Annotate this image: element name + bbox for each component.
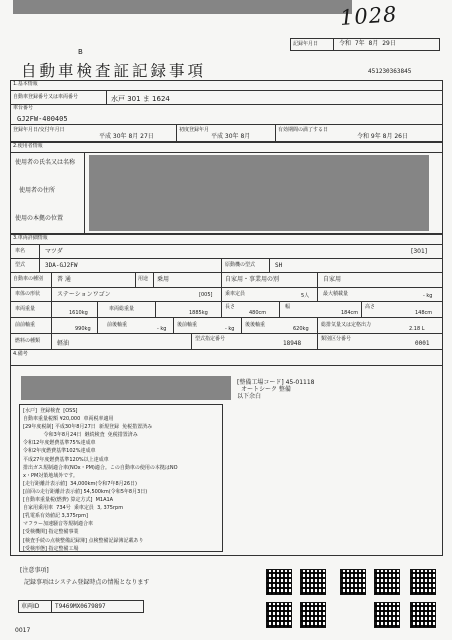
remark-line: [走行距離計表示値] 34,000km(令和7年8月26日) (23, 480, 137, 487)
record-date-box (290, 38, 440, 51)
user-info-frame (10, 142, 443, 234)
b-mark: B (78, 48, 83, 56)
kind-label: 自動車の種別 (13, 276, 44, 282)
biz-value: 自家用 (323, 276, 342, 283)
engine-value: SH (275, 262, 283, 269)
qr-code-7 (300, 602, 326, 628)
vehicle-id-box (18, 600, 144, 613)
weight-label: 車両重量 (15, 306, 36, 312)
qr-code-9 (410, 602, 436, 628)
user-base-label: 使用の本拠の位置 (15, 215, 64, 222)
redaction-user-info (89, 155, 429, 231)
model-label: 型式 (15, 262, 26, 268)
max-load-value: - kg (423, 293, 433, 299)
engine-label: 原動機の型式 (225, 262, 256, 268)
rf-value: - kg (225, 326, 235, 332)
height-value: 148cm (415, 310, 433, 316)
section-user-title: 2.使用者情報 (13, 143, 43, 149)
use-label: 用途 (138, 276, 149, 282)
disp-label: 総排気量又は定格出力 (321, 322, 372, 328)
remark-line: [受検機関] 指定整備事業 (23, 529, 79, 536)
qr-code-8 (374, 602, 400, 628)
qr-code-2 (300, 569, 326, 595)
remark-line: x・PM対策地域外です。 (23, 472, 78, 479)
remark-line: 排出ガス規制適合車(NOx・PM)適合。この自動車の使用の本拠はNO (23, 464, 178, 471)
rf-label: 後前軸重 (177, 322, 198, 328)
notice-title: [注意事項] (20, 567, 49, 574)
redaction-remarks (21, 376, 231, 400)
ff-value: 990kg (75, 326, 91, 332)
remark-line: [検査手続の点検整備記録簿] 点検整備記録簿記載あり (23, 537, 144, 544)
chassis-label: 車台番号 (13, 105, 34, 111)
record-date-value: 令和 7年 8月 29日 (339, 40, 396, 47)
page-code: 0017 (15, 627, 31, 634)
model-value: 3DA-GJ2FW (45, 262, 78, 269)
first-reg-value: 平成 30年 8月 27日 (99, 133, 154, 140)
maker-code: [301] (411, 248, 428, 255)
section-basic-title: 1.基本情報 (13, 81, 38, 87)
body-label: 車体の形状 (15, 291, 41, 297)
vehicle-info-frame (10, 234, 443, 366)
maker-value: マツダ (45, 248, 63, 255)
user-address-label: 使用者の住所 (19, 187, 56, 194)
barcode-number: 451230363845 (368, 68, 412, 75)
fr-label: 前後軸重 (107, 322, 128, 328)
section-remarks-title: 4.備考 (13, 351, 28, 357)
notice-text: 記録事項はシステム登録時点の情報となります (24, 579, 150, 586)
expiry-label: 有効期間の満了する日 (278, 127, 329, 133)
basic-info-frame (10, 80, 443, 142)
body-code: [005] (199, 292, 213, 298)
class-no-label: 類別区分番号 (321, 336, 352, 342)
fuel-value: 軽油 (57, 340, 70, 347)
width-value: 184cm (341, 310, 359, 316)
capacity-value: 5人 (301, 293, 310, 299)
fuel-label: 燃料の種類 (15, 338, 41, 344)
user-name-label: 使用者の氏名又は名称 (15, 159, 76, 166)
fr-value: - kg (157, 326, 167, 332)
weight-value: 1610kg (69, 310, 88, 316)
maker-label: 車名 (15, 248, 26, 254)
remark-line: [前回の走行距離計表示値] 54,500km(令和5年8月3日) (23, 488, 148, 495)
type-no-label: 型式指定番号 (195, 336, 226, 342)
cert-name: オートシーク 整備 (241, 386, 291, 393)
type-no-value: 18948 (283, 340, 302, 347)
remark-line: [自動車重量税(燃費) 算定方式] M1A1A (23, 497, 114, 504)
qr-code-5 (410, 569, 436, 595)
remark-line: マフラー加速騒音等規制適合車 (23, 521, 94, 528)
registration-value: 水戸 301 ま 1624 (111, 95, 170, 103)
max-load-label: 最大積載量 (323, 291, 349, 297)
rr-label: 後後軸重 (245, 322, 266, 328)
length-value: 480cm (249, 310, 267, 316)
rr-value: 620kg (293, 326, 309, 332)
vehicle-id-label: 車両ID (21, 603, 40, 610)
remarks-text-box (19, 404, 223, 552)
remark-line: [水戸] 登録検査 [OSS] (23, 408, 78, 414)
expiry-value: 令和 9年 8月 26日 (357, 133, 408, 140)
gross-value: 1885kg (189, 310, 208, 316)
chassis-value: GJ2FW-400405 (17, 115, 68, 123)
remark-line: [29年度税制] 平成30年8月27日 新規登録 免税措置済み (23, 424, 153, 431)
remark-line: 令和2年度燃費基準102%達成車 (23, 448, 96, 455)
kind-value: 普 通 (57, 276, 71, 283)
handwritten-number: 1028 (339, 2, 399, 30)
remark-line: [乳電系有効値記 3,375rpm] (23, 513, 88, 520)
cert-note: 以下余白 (237, 393, 262, 400)
remark-line: 平成27年度燃費基準120%以上達成車 (23, 456, 109, 463)
cert-code: [整備工場コード] 45-01118 (237, 379, 315, 386)
document-title: 自動車検査証記録事項 (21, 62, 207, 80)
qr-code-1 (266, 569, 292, 595)
qr-code-4 (374, 569, 400, 595)
qr-code-6 (266, 602, 292, 628)
record-date-label: 記録年月日 (293, 41, 319, 47)
remarks-lines (23, 407, 219, 553)
use-value: 乗用 (157, 276, 170, 283)
first-reg-label: 登録年月日/交付年月日 (13, 127, 65, 133)
height-label: 高さ (365, 304, 376, 310)
remark-line: 令和3年8月24日 継続検査 免税措置済み (23, 432, 138, 439)
redaction-bar-top (13, 0, 352, 14)
ff-label: 前前軸重 (15, 322, 36, 328)
width-label: 幅 (285, 304, 291, 310)
disp-value: 2.18 L (409, 326, 425, 332)
first-year-value: 平成 30年 8月 (211, 133, 251, 140)
remarks-frame (10, 366, 443, 556)
class-no-value: 0001 (415, 340, 430, 347)
capacity-label: 乗車定員 (225, 291, 246, 297)
remark-line: 令和12年度燃費基準75%達成車 (23, 440, 96, 447)
qr-code-3 (340, 569, 366, 595)
gross-label: 車両総重量 (109, 306, 135, 312)
body-value: ステーションワゴン (57, 291, 111, 298)
vehicle-id-value: T9469MX0679897 (55, 603, 106, 610)
remark-line: [受検形態] 指定整備工場 (23, 545, 79, 552)
registration-label: 自動車登録番号又は車両番号 (13, 94, 79, 100)
biz-label: 自家用・事業用の別 (225, 276, 280, 283)
first-year-label: 初度登録年月 (179, 127, 210, 133)
section-vehicle-title: 3.車両詳細情報 (13, 235, 48, 241)
remark-line: 自動車重量税額 ¥20,000 車両税率適用 (23, 416, 114, 423)
length-label: 長さ (225, 304, 236, 310)
remark-line: 自家用乗用車 734号 乗車定員 3, 375rpm (23, 505, 124, 512)
